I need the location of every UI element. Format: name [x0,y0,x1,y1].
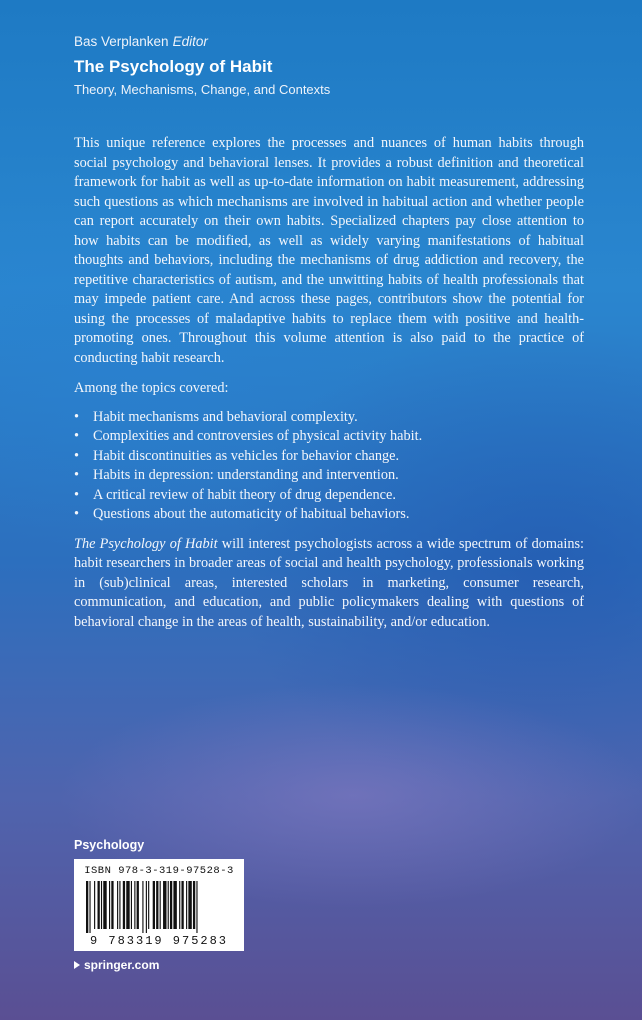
topics-intro: Among the topics covered: [74,380,229,396]
subject-category: Psychology [74,838,145,852]
barcode-bar [86,881,88,933]
barcode-bar [131,881,132,929]
barcode-bar [117,881,118,929]
bullet-icon: • [74,428,80,444]
barcode-bar [134,881,135,929]
isbn-digits: 9 783319 975283 [89,934,229,948]
list-item [74,486,584,506]
barcode-bar [179,881,180,929]
barcode-bar [173,881,176,929]
barcode-bar [170,881,172,929]
list-item [74,447,584,467]
barcode-bar [181,881,183,929]
topic-text: Questions about the automaticity of habitual behaviors. [93,506,410,522]
list-item [74,505,584,525]
barcode-bar [126,881,129,929]
list-item [74,466,584,486]
editor-line [74,33,594,51]
barcode-bar [94,881,95,929]
topic-text: Habit mechanisms and behavioral complexity. [93,408,358,425]
isbn-label: ISBN 978-3-319-97528-3 [84,865,234,877]
topic-text: Complexities and controversies of physical activity habit. [93,428,423,444]
barcode-bar [146,881,147,933]
closing-book-title: The Psychology of Habit [74,535,218,552]
book-subtitle: Theory, Mechanisms, Change, and Contexts [74,82,331,97]
barcode-bar [142,881,143,933]
bullet-icon: • [74,408,80,425]
barcode-bar [160,881,161,929]
barcode-bar [119,881,120,929]
publisher-website-link[interactable] [74,958,159,972]
editor-role: Editor [172,34,208,49]
barcode-bar [148,881,149,929]
barcode-bar [89,881,90,933]
barcode-bar [163,881,166,929]
barcode-bar [156,881,158,929]
editor-name: Bas Verplanken [74,34,169,49]
barcode-bar [101,881,102,929]
topic-text: A critical review of habit theory of drug dependence. [93,486,396,503]
barcode-bar [123,881,125,929]
closing-paragraph [74,535,584,633]
isbn-barcode [74,859,244,951]
website-text: springer.com [84,958,160,972]
blurb [74,134,584,632]
barcode-bars [84,881,234,933]
cover-header [74,33,594,99]
triangle-arrow-icon [74,961,80,969]
description-paragraph: This unique reference explores the processes and nuances of human habits through social psychology and behavioral lenses. It provides a robust definition and theoretical framework for habit as well as up-to-date information on habit measurement, addressing such questions as which mechanisms are involved in habitual action and whether people can report accurately on their own habits. Specialized chapters pay close attention to how habits can be modified, as well as widely varying manifestations of habitual thoughts and behaviors, including the mechanisms of drug addiction and recovery, the repetitive characteristics of autism, and the unwitting habits of health professionals that may impede patient care. And across these pages, contributors show the potential for using the processes of maladaptive habits to replace them with positive and health-promoting ones. Throughout this volume attention is also paid to the practice of conducting habit research. [74,135,584,366]
barcode-bar [186,881,187,929]
bullet-icon: • [74,506,80,522]
bullet-icon: • [74,447,80,464]
book-title: The Psychology of Habit [74,57,273,76]
barcode-bar [103,881,106,929]
barcode-bar [111,881,113,929]
bullet-icon: • [74,486,80,503]
barcode-bar [98,881,100,929]
barcode-bar [188,881,191,929]
list-item [74,408,584,428]
barcode-bar [137,881,139,929]
topic-text: Habit discontinuities as vehicles for behavior change. [93,447,400,464]
barcode-bar [168,881,169,929]
barcode-bar [109,881,110,929]
list-item [74,427,584,447]
bullet-icon: • [74,467,80,483]
topics-list [74,408,584,525]
closing-text: will interest psychologists across a wide spectrum of domains: habit researchers in broader areas of social and health psychology, professionals working in (sub)clinical areas, interested scholars in marketing, consumer research, communication, and education, and public policymakers dealing with questions of behavioral change in the areas of health, sustainability, and/or education. [74,535,584,630]
topic-text: Habits in depression: understanding and intervention. [93,467,399,483]
barcode-bar [196,881,197,933]
barcode-bar [153,881,155,929]
barcode-bar [193,881,195,929]
